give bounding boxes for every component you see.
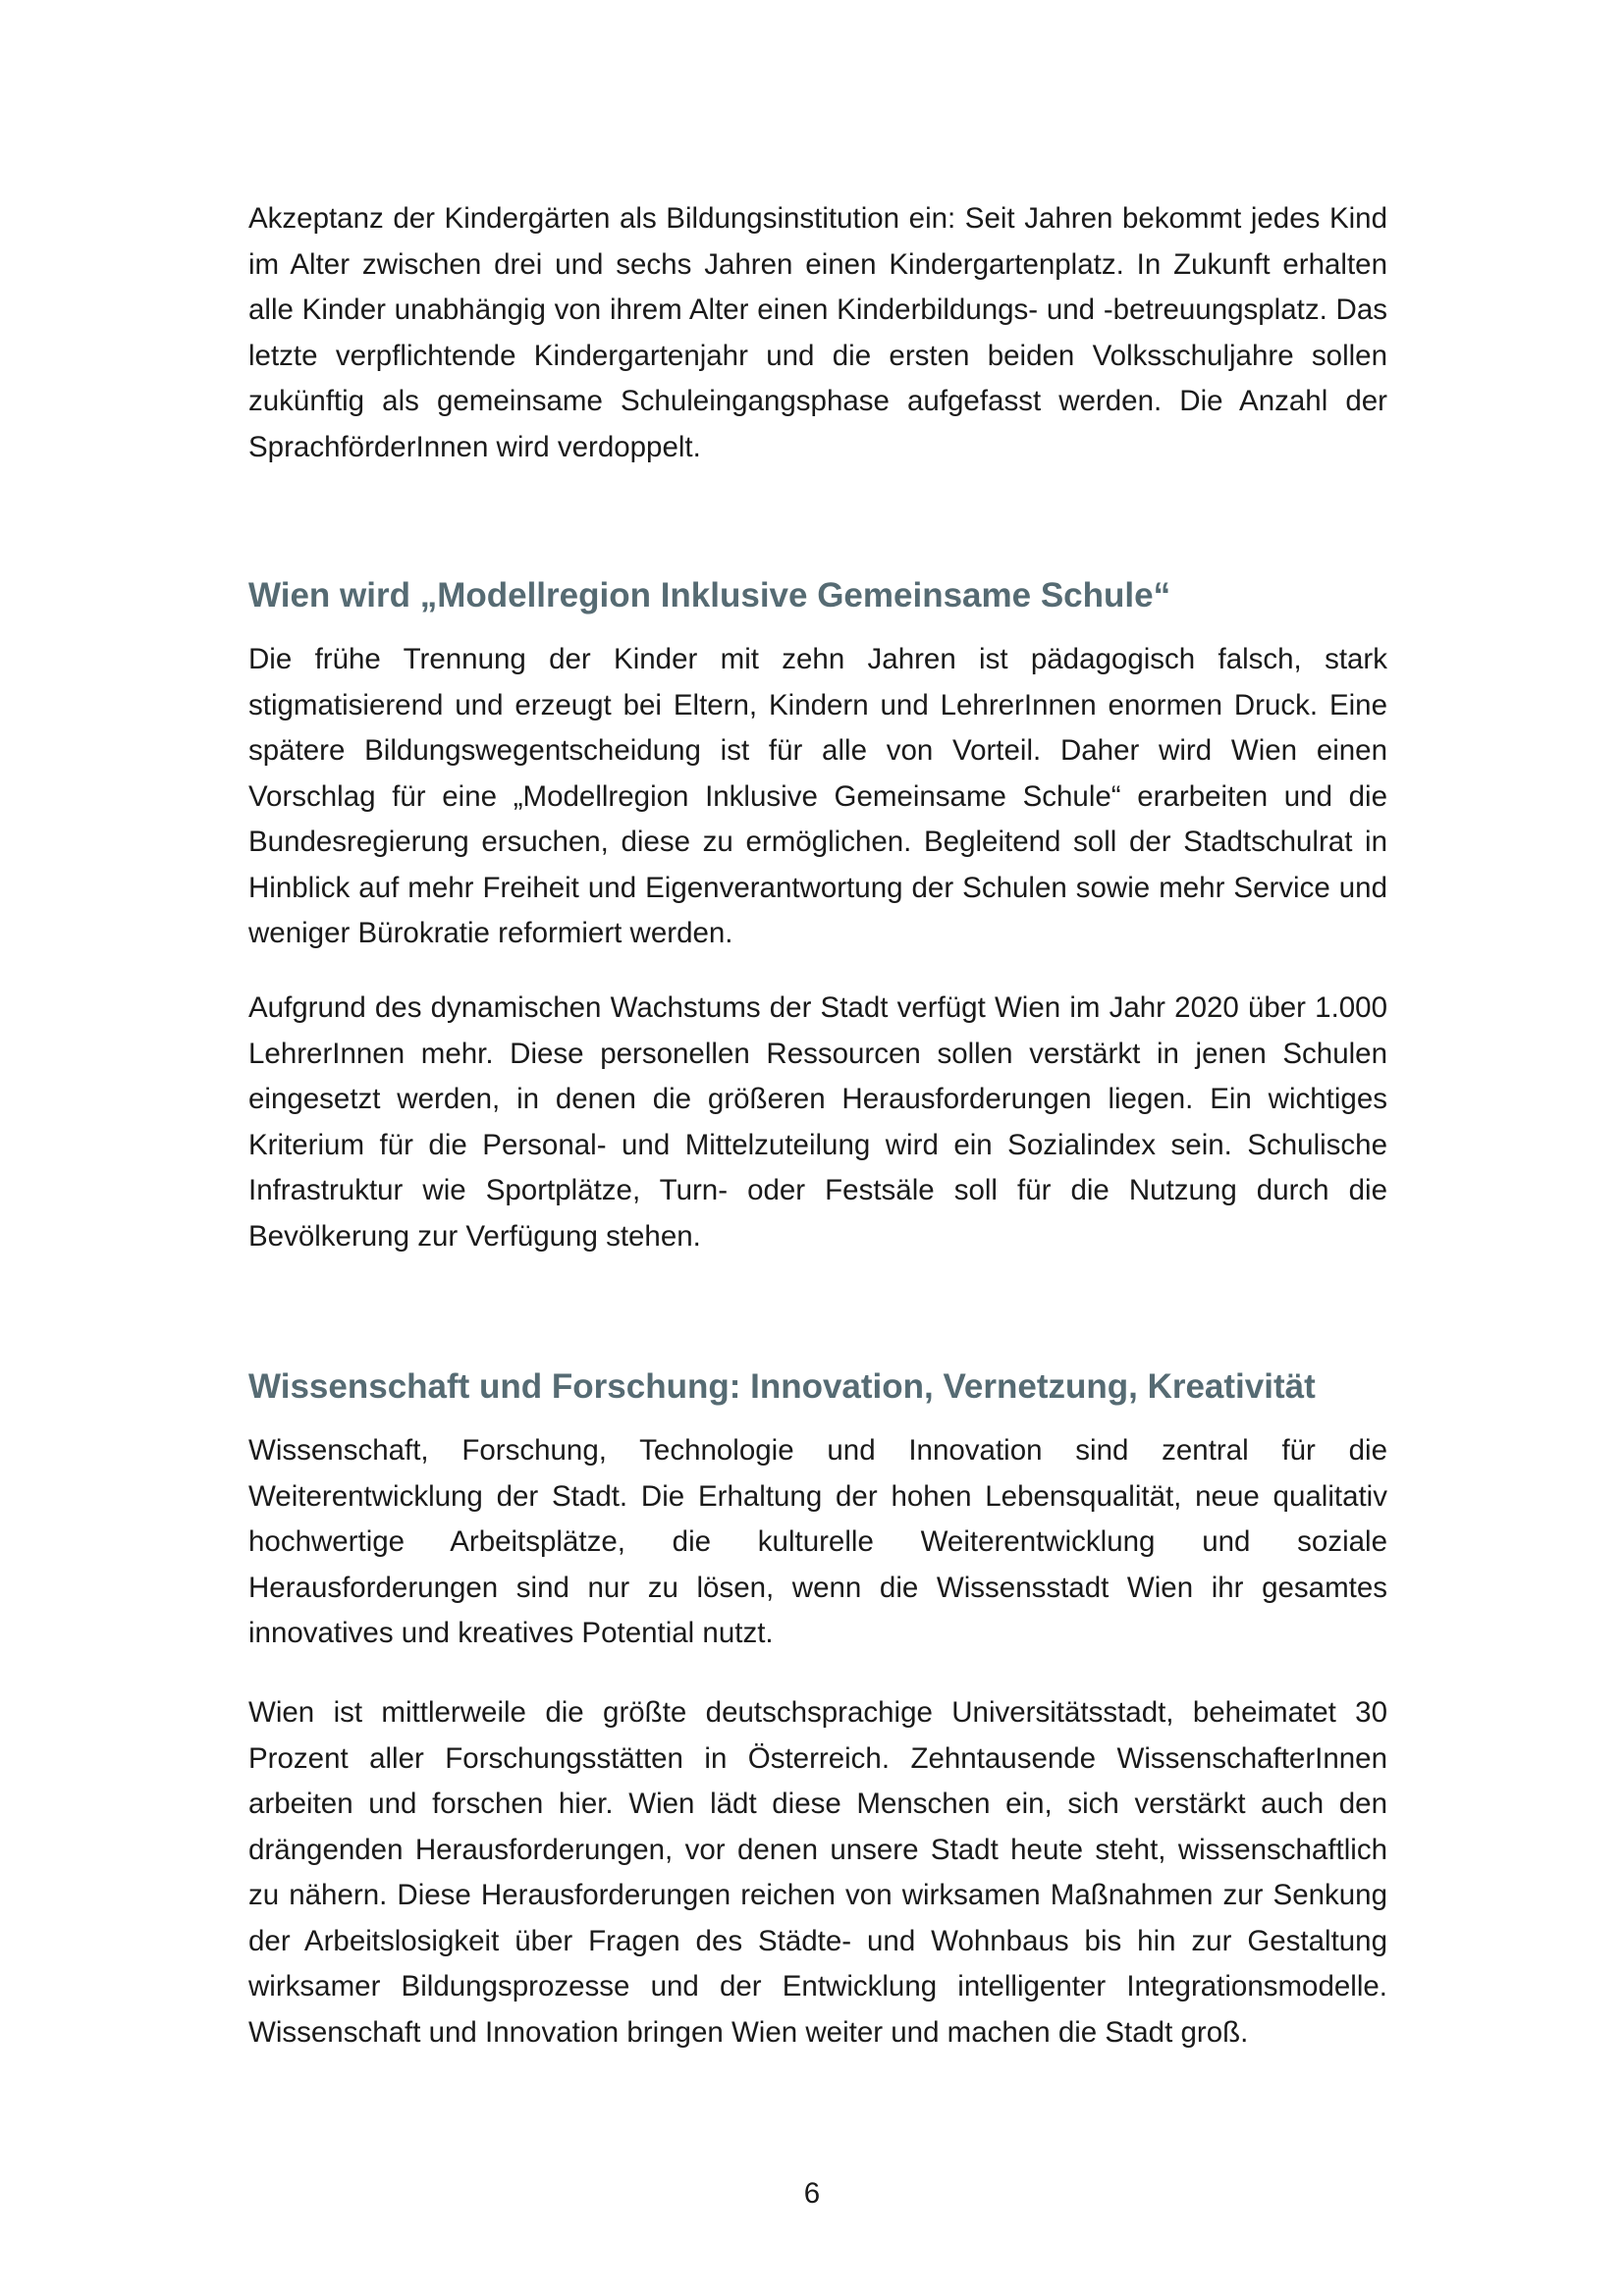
paragraph-wachstum: Aufgrund des dynamischen Wachstums der Stadt verfügt Wien im Jahr 2020 über 1.000 LehrerInnen mehr. Diese personellen Ressourcen sollen verstärkt in jenen Schulen eingesetzt werden, in denen die größeren Herausforderungen liegen. Ein wichtiges Kriterium für die Personal- und Mittelzuteilung wird ein Sozialindex sein. Schulische Infrastruktur wie Sportplätze, Turn- oder Festsäle soll für die Nutzung durch die Bevölkerung zur Verfügung stehen. (248, 991, 1387, 1253)
paragraph-innovation: Wissenschaft, Forschung, Technologie und Innovation sind zentral für die Weiterentwicklung der Stadt. Die Erhaltung der hohen Lebensqualität, neue qualitativ hochwertige Arbeitsplätze, die kulturelle Weiterentwicklung und soziale Herausforderungen sind nur zu lösen, wenn die Wissensstadt Wien ihr gesamtes innovatives und kreatives Potential nutzt. (248, 1434, 1387, 1649)
paragraph-universitaetsstadt: Wien ist mittlerweile die größte deutschsprachige Universitätsstadt, beheimatet 30 Prozent aller Forschungsstätten in Österreich. Zehntausende WissenschafterInnen arbeiten und forschen hier. Wien lädt diese Menschen ein, sich verstärkt auch den drängenden Herausforderungen, vor denen unsere Stadt heute steht, wissenschaftlich zu nähern. Diese Herausforderungen reichen von wirksamen Maßnahmen zur Senkung der Arbeitslosigkeit über Fragen des Städte- und Wohnbaus bis hin zur Gestaltung wirksamer Bildungsprozesse und der Entwicklung intelligenter Integrationsmodelle. Wissenschaft und Innovation bringen Wien weiter und machen die Stadt groß. (248, 1696, 1387, 2049)
page-number: 6 (803, 2177, 821, 2210)
paragraph-kindergarten: Akzeptanz der Kindergärten als Bildungsinstitution ein: Seit Jahren bekommt jedes Kind im Alter zwischen drei und sechs Jahren einen Kindergartenplatz. In Zukunft erhalten alle Kinder unabhängig von ihrem Alter einen Kinderbildungs- und -betreuungsplatz. Das letzte verpflichtende Kindergartenjahr und die ersten beiden Volksschuljahre sollen zukünftig als gemeinsame Schuleingangsphase aufgefasst werden. Die Anzahl der SprachförderInnen wird verdoppelt. (248, 202, 1387, 463)
section-heading-wissenschaft: Wissenschaft und Forschung: Innovation, Vernetzung, Kreativität (248, 1367, 1316, 1406)
section-heading-modellregion: Wien wird „Modellregion Inklusive Gemeinsame Schule“ (248, 576, 1171, 614)
paragraph-trennung: Die frühe Trennung der Kinder mit zehn Jahren ist pädagogisch falsch, stark stigmatisierend und erzeugt bei Eltern, Kindern und LehrerInnen enormen Druck. Eine spätere Bildungswegentscheidung ist für alle von Vorteil. Daher wird Wien einen Vorschlag für eine „Modellregion Inklusive Gemeinsame Schule“ erarbeiten und die Bundesregierung ersuchen, diese zu ermöglichen. Begleitend soll der Stadtschulrat in Hinblick auf mehr Freiheit und Eigenverantwortung der Schulen sowie mehr Service und weniger Bürokratie reformiert werden. (248, 643, 1387, 949)
